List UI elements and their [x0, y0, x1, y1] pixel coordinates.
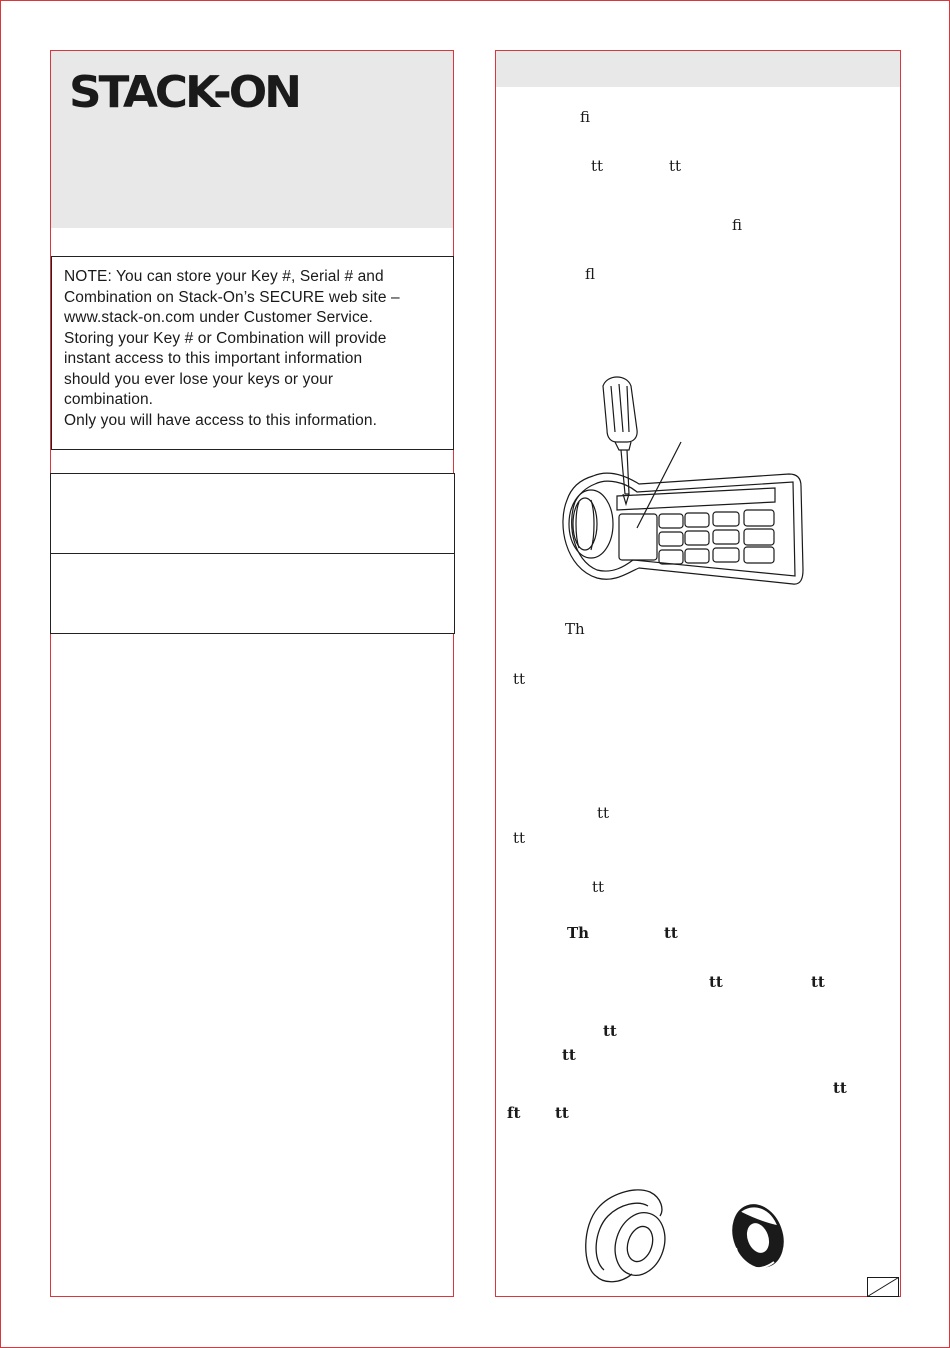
page-corner-mark: [867, 1277, 899, 1297]
ligature-fragment: tt: [811, 973, 825, 991]
ligature-fragment: tt: [709, 973, 723, 991]
grommet-and-washer-icon: [580, 1186, 790, 1286]
note-line: Storing your Key # or Combination will provide: [64, 329, 387, 347]
ligature-fragment: tt: [591, 157, 604, 175]
ligature-fragment: ﬁ: [580, 108, 591, 126]
keypad-with-screwdriver-icon: [555, 372, 805, 588]
ligature-fragment: tt: [664, 924, 678, 942]
note-line: instant access to this important information: [64, 350, 363, 367]
ligature-fragment: tt: [562, 1046, 576, 1064]
note-line: Combination on Stack-On’s SECURE web site –: [64, 288, 400, 306]
ligature-fragment: ﬂ: [585, 265, 596, 283]
ligature-fragment: tt: [513, 829, 526, 847]
note-line: Only you will have access to this information.: [64, 411, 378, 429]
note-line: combination.: [64, 391, 154, 408]
left-column: [50, 50, 454, 1297]
header-panel: [51, 51, 453, 228]
ligature-fragment: tt: [833, 1079, 847, 1097]
note-line: www.stack-on.com under Customer Service.: [64, 309, 373, 326]
ligature-fragment: ﬁ: [732, 216, 743, 234]
note-box: [51, 256, 454, 450]
ligature-fragment: tt: [669, 157, 682, 175]
ligature-fragment: Th: [567, 924, 590, 942]
empty-field-box: [50, 553, 455, 634]
ligature-fragment: tt: [592, 878, 605, 896]
logo-text: STACK-ON: [69, 71, 299, 111]
note-line: NOTE: You can store your Key #, Serial # and: [64, 268, 384, 285]
ligature-fragment: tt: [513, 670, 526, 688]
ligature-fragment: ft: [507, 1104, 521, 1122]
empty-field-box: [50, 473, 455, 554]
ligature-fragment: tt: [555, 1104, 569, 1122]
ligature-fragment: tt: [603, 1022, 617, 1040]
note-line: should you ever lose your keys or your: [64, 370, 334, 388]
stack-on-logo: [69, 71, 301, 111]
ligature-fragment: Th: [565, 620, 585, 638]
ligature-fragment: tt: [597, 804, 610, 822]
right-header-bar: [496, 51, 900, 87]
